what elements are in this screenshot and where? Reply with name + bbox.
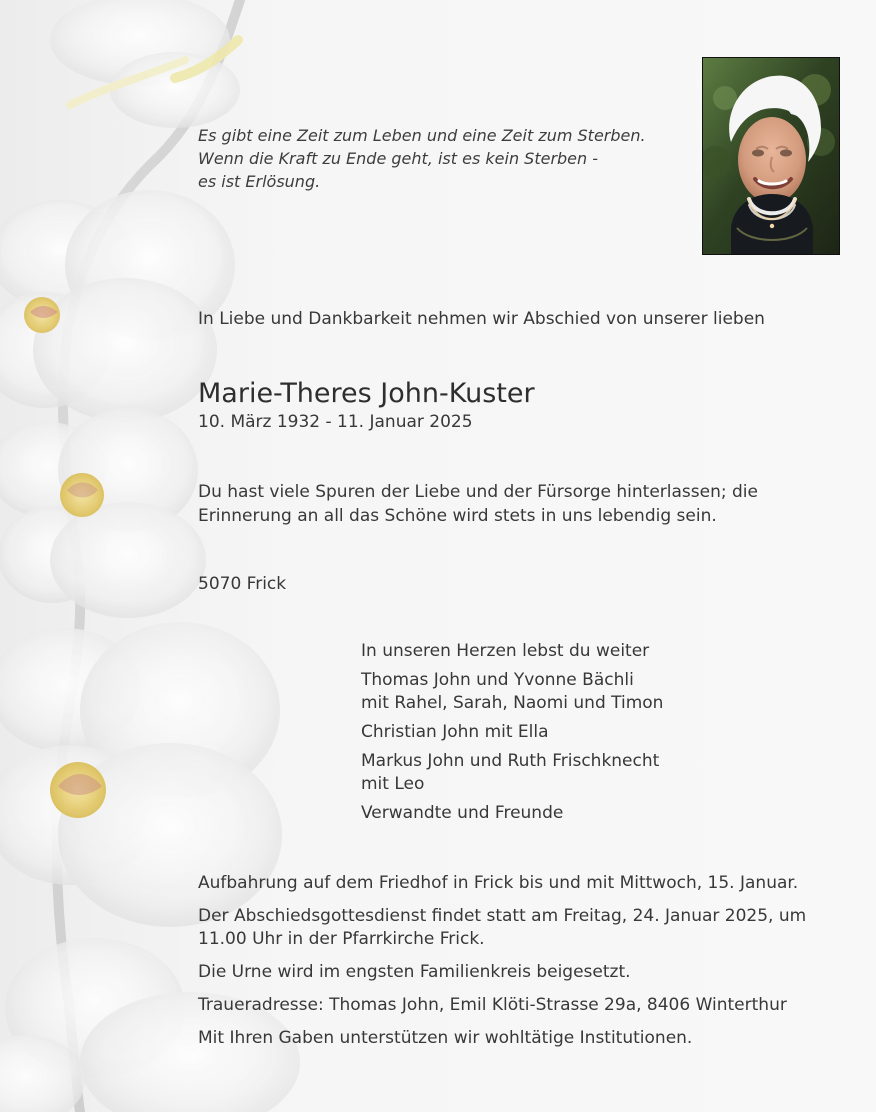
family-entry-line: Christian John mit Ella — [361, 722, 549, 742]
family-entry — [361, 721, 781, 744]
message-line: Du hast viele Spuren der Liebe und der Fürsorge hinterlassen; die — [198, 482, 758, 502]
details-line: Mit Ihren Gaben unterstützen wir wohltätige Institutionen. — [198, 1028, 693, 1048]
family-heading: In unseren Herzen lebst du weiter — [361, 641, 650, 661]
details-line: Aufbahrung auf dem Friedhof in Frick bis und mit Mittwoch, 15. Januar. — [198, 873, 799, 893]
intro-text: In Liebe und Dankbarkeit nehmen wir Abschied von unserer lieben — [198, 309, 765, 329]
details-item — [198, 1027, 838, 1050]
family-entry-line: Markus John und Ruth Frischknecht — [361, 751, 660, 771]
location: 5070 Frick — [198, 574, 287, 594]
family-entry — [361, 750, 781, 796]
details-line: Der Abschiedsgottesdienst findet statt am Freitag, 24. Januar 2025, um — [198, 906, 807, 926]
details-item — [198, 961, 838, 984]
memorial-message — [198, 480, 828, 528]
details-item — [198, 872, 838, 895]
quote-line: Es gibt eine Zeit zum Leben und eine Zeit zum Sterben. — [198, 126, 646, 145]
memorial-quote — [198, 124, 698, 193]
details-line: Traueradresse: Thomas John, Emil Klöti-Strasse 29a, 8406 Winterthur — [198, 995, 787, 1015]
details-item — [198, 905, 838, 951]
deceased-name: Marie-Theres John-Kuster — [198, 378, 535, 409]
family-entry-line: Thomas John und Yvonne Bächli — [361, 670, 634, 690]
quote-line: Wenn die Kraft zu Ende geht, ist es kein Sterben - — [198, 149, 599, 168]
details-line: 11.00 Uhr in der Pfarrkirche Frick. — [198, 929, 485, 949]
portrait-photo — [702, 57, 840, 255]
family-entry — [361, 802, 781, 825]
family-entry-line: Verwandte und Freunde — [361, 803, 564, 823]
family-entry — [361, 669, 781, 715]
family-list — [361, 640, 781, 831]
family-entry-line: mit Rahel, Sarah, Naomi und Timon — [361, 693, 664, 713]
quote-line: es ist Erlösung. — [198, 172, 321, 191]
service-details — [198, 872, 838, 1060]
family-entry-line: mit Leo — [361, 774, 425, 794]
message-line: Erinnerung an all das Schöne wird stets in uns lebendig sein. — [198, 506, 717, 526]
details-item — [198, 994, 838, 1017]
life-dates: 10. März 1932 - 11. Januar 2025 — [198, 412, 473, 432]
details-line: Die Urne wird im engsten Familienkreis beigesetzt. — [198, 962, 631, 982]
